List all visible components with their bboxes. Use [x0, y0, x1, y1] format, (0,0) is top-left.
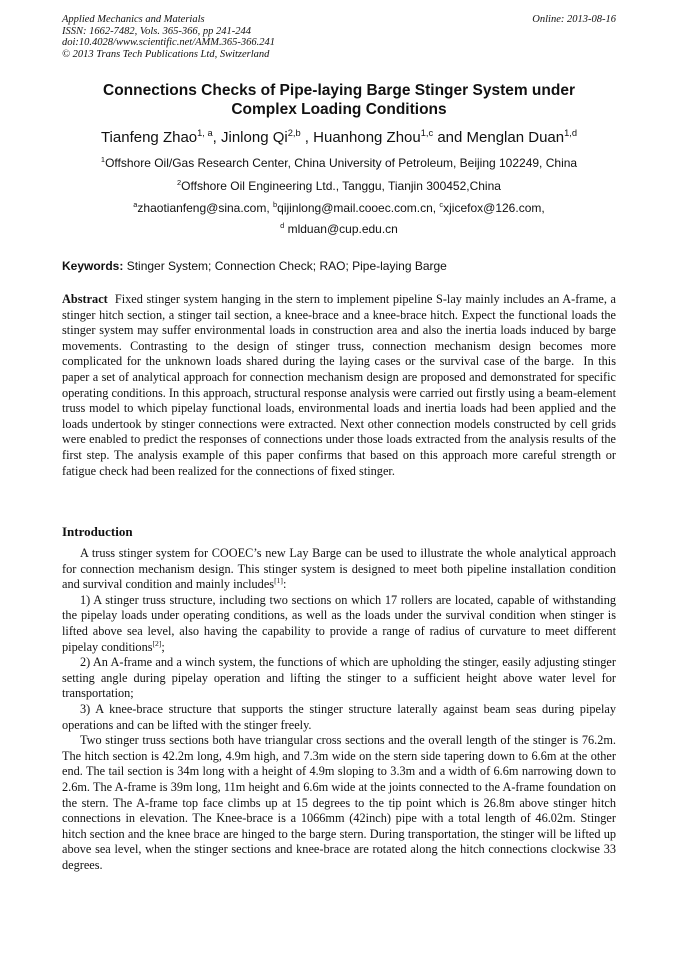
- introduction-body: [62, 546, 616, 873]
- intro-list-item-3: 3) A knee-brace structure that supports the stinger structure laterally against beam seas during pipelay operations and can be lifted with the stinger freely.: [62, 701, 616, 732]
- journal-name: Applied Mechanics and Materials: [62, 14, 205, 25]
- intro-paragraph: [62, 546, 616, 593]
- author-name: Jinlong Qi: [221, 129, 288, 146]
- email-sup: a: [133, 200, 138, 209]
- intro-paragraph-dimensions: Two stinger truss sections both have triangular cross sections and the overall length of the stinger is 76.2m. The hitch section is 42.2m long, 4.9m high, and 7.3m wide on the stern side tapering down to 6.6m at the other end. The tail section is 34m long with a height of 4.9m sloping to 3.3m and a width of 6.6m narrowing down to 2.6m. The A-frame is 39m long, 11m height and 6.6m wide at the joints connected to the A-frame foundation on the stern. The A-frame top face climbs up at 15 degrees to the tip point which is 26.8m above stinger hitch connections in elevation. The Knee-brace is a 1066mm (42inch) pipe with a total length of 46.02m. Stinger hitch section and the knee brace are hinged to the barge stern. During transportation, the stinger will be lifted up above sea level, when the stinger sections and knee-brace are rotated along the hitch connections clockwise 33 degrees.: [62, 733, 616, 872]
- aff-sup: 1: [100, 155, 106, 164]
- paragraph-text: 1) A stinger truss structure, including two sections on which 17 rollers are located, capable of withstanding the pipelay loads under operating conditions, as well as the loads under the survival condition when stinger is lifted above sea level, also having the capability to provide a range of radius of curvature to meet different pipelay conditions: [62, 592, 616, 654]
- title-line-2: Complex Loading Conditions: [231, 101, 447, 118]
- email-text: qijinlong@mail.cooec.com.cn,: [277, 201, 440, 215]
- keywords-text: Stinger System; Connection Check; RAO; Pipe-laying Barge: [123, 259, 447, 273]
- author-sep: ,: [212, 129, 221, 146]
- aff-sup: 2: [177, 178, 182, 187]
- copyright-line: © 2013 Trans Tech Publications Ltd, Switzerland: [62, 48, 270, 60]
- citation-ref[interactable]: [1]: [274, 576, 283, 586]
- author-name: Menglan Duan: [466, 129, 565, 146]
- keywords-label: Keywords:: [62, 259, 124, 273]
- author-sup: 1,c: [420, 128, 434, 138]
- email-text: xjicefox@126.com,: [443, 201, 545, 215]
- title-line-1: Connections Checks of Pipe-laying Barge Stinger System under: [103, 82, 575, 99]
- paper-title: [62, 81, 616, 119]
- doi-line: doi:10.4028/www.scientific.net/AMM.365-366.241: [62, 37, 275, 48]
- abstract-text: Fixed stinger system hanging in the stern to implement pipeline S-lay mainly includes an A-frame, a stinger hitch section, a stinger tail section, a knee-brace and a knee-brace hitch. Expect the functional loads the stinger system may suffer environmental loads in construction area and also the inertia loads induced by barge movements. Contrasting to the design of stinger truss, connection mechanism design becomes more complicated for the unknown loads shared during the laying cases or the survival case of the barge. In this paper a set of analytical approach for connection mechanism design are proposed and demonstrated for specific operating conditions. In this approach, structural response analysis were carried out firstly using a beam-element truss model to which pipelay functional loads, environmental loads and inertia loads had been applied and the loads undertook by stinger connections were extracted. Next other connection models constructed by cell grids were enabled to predict the responses of connections under those loads extracted from the analysis results of the first step. The analysis example of this paper confirms that based on this approach more careful strength or fatigue check had been realized for the connections of fixed stinger.: [62, 292, 620, 478]
- email-text: mlduan@cup.edu.cn: [284, 222, 398, 236]
- affiliation-2: [62, 179, 616, 193]
- keywords: [62, 259, 447, 273]
- author-sep: ,: [300, 129, 314, 146]
- paragraph-end: ;: [161, 639, 165, 654]
- email-sup: c: [439, 200, 444, 209]
- aff-text: Offshore Oil Engineering Ltd., Tanggu, Tianjin 300452,China: [181, 179, 501, 193]
- email-sup: d: [280, 221, 285, 230]
- author-sup: 1,d: [564, 128, 578, 138]
- email-sup: b: [273, 200, 278, 209]
- email-line-2: [62, 222, 616, 236]
- author-name: Huanhong Zhou: [313, 129, 421, 146]
- author-name: Tianfeng Zhao: [100, 129, 198, 146]
- author-sup: 2,b: [287, 128, 301, 138]
- section-heading-introduction: Introduction: [62, 524, 133, 539]
- journal-header: [62, 14, 275, 60]
- author-sup: 1, a: [197, 128, 213, 138]
- author-list: [62, 129, 616, 146]
- email-line-1: [62, 201, 616, 215]
- author-sep: and: [433, 129, 467, 146]
- email-text: zhaotianfeng@sina.com,: [137, 201, 274, 215]
- abstract-label: Abstract: [62, 292, 108, 306]
- paragraph-end: :: [282, 577, 287, 592]
- intro-list-item-2: 2) An A-frame and a winch system, the functions of which are upholding the stinger, easily adjusting stinger setting angle during pipelay operation and lifting the stinger to a sufficient height above water level for transportation;: [62, 655, 616, 701]
- issn-line: ISSN: 1662-7482, Vols. 365-366, pp 241-244: [62, 25, 251, 37]
- aff-text: Offshore Oil/Gas Research Center, China University of Petroleum, Beijing 102249, China: [105, 156, 578, 170]
- abstract: [62, 292, 620, 479]
- citation-ref[interactable]: [2]: [152, 638, 162, 648]
- online-date: Online: 2013-08-16: [532, 14, 616, 25]
- affiliation-1: [62, 156, 616, 170]
- intro-list-item-1: [62, 593, 616, 655]
- paragraph-text: A truss stinger system for COOEC’s new Lay Barge can be used to illustrate the whole analytical approach for connection mechanism design. This stinger system is designed to meet both pipeline installation condition and survival condition and mainly includes: [62, 546, 616, 592]
